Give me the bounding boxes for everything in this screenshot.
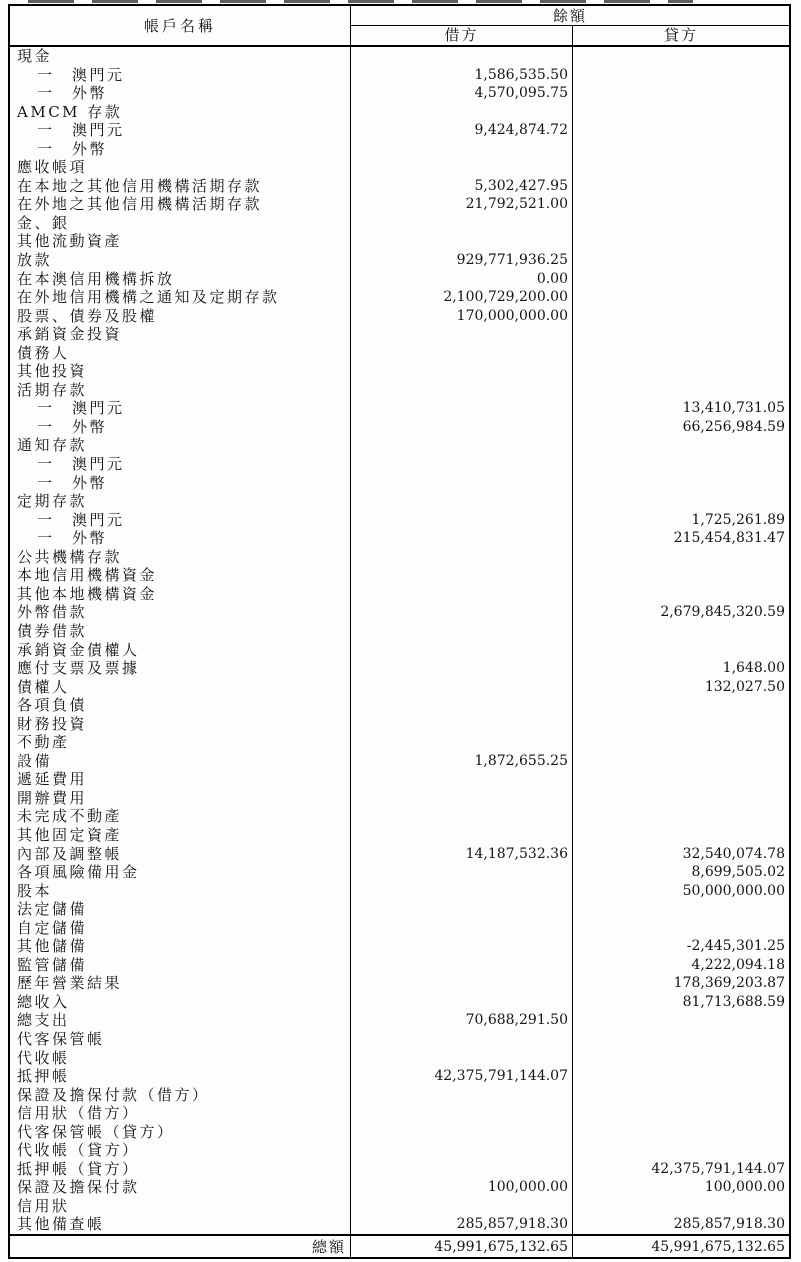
debit-cell	[351, 974, 573, 993]
credit-cell	[573, 436, 789, 455]
table-row	[10, 882, 789, 901]
debit-cell	[351, 548, 573, 567]
table-row	[10, 752, 789, 771]
account-name-cell: 債務人	[10, 344, 351, 363]
credit-cell	[573, 381, 789, 400]
table-row	[10, 1178, 789, 1197]
account-name-cell: 保證及擔保付款	[10, 1178, 351, 1197]
table-row	[10, 1086, 789, 1105]
debit-cell	[351, 474, 573, 493]
account-name-header: 帳戶名稱	[10, 6, 351, 45]
debit-header: 借方	[351, 26, 573, 45]
account-name-cell: 一 外幣	[10, 140, 351, 159]
credit-cell	[573, 140, 789, 159]
credit-cell: 215,454,831.47	[673, 530, 785, 547]
debit-cell	[351, 937, 573, 956]
account-name-cell: 應收帳項	[10, 158, 351, 177]
credit-cell	[573, 177, 789, 196]
credit-cell: 1,725,261.89	[691, 511, 785, 528]
table-row	[10, 492, 789, 511]
table-body	[10, 47, 789, 1234]
credit-cell	[573, 752, 789, 771]
debit-cell	[351, 529, 573, 548]
credit-cell	[573, 789, 789, 808]
table-row	[10, 789, 789, 808]
debit-cell	[351, 399, 573, 418]
credit-cell: 2,679,845,320.59	[660, 604, 785, 621]
debit-cell	[351, 659, 573, 678]
credit-cell	[573, 66, 789, 85]
debit-cell	[351, 47, 573, 66]
credit-cell	[573, 826, 789, 845]
credit-cell	[573, 307, 789, 326]
debit-cell	[351, 1030, 573, 1049]
account-name-cell: 保證及擔保付款（借方）	[10, 1086, 351, 1105]
account-name-cell: 金、銀	[10, 214, 351, 233]
debit-cell: 0.00	[351, 270, 573, 289]
credit-cell: 4,222,094.18	[691, 956, 785, 973]
credit-cell	[573, 1067, 789, 1086]
credit-cell	[573, 121, 789, 140]
credit-cell	[573, 1086, 789, 1105]
table-row	[10, 678, 789, 697]
debit-cell	[351, 715, 573, 734]
credit-cell	[573, 195, 789, 214]
account-name-cell: 代客保管帳（貸方）	[10, 1123, 351, 1142]
credit-cell	[573, 103, 789, 122]
table-row	[10, 659, 789, 678]
account-name-cell: 代收帳（貸方）	[10, 1141, 351, 1160]
account-name-cell: 公共機構存款	[10, 548, 351, 567]
credit-cell	[573, 47, 789, 66]
account-name-cell: 活期存款	[10, 381, 351, 400]
credit-cell	[573, 566, 789, 585]
debit-cell	[351, 993, 573, 1012]
table-row	[10, 956, 789, 975]
debit-cell	[351, 900, 573, 919]
credit-cell: 8,699,505.02	[691, 864, 785, 881]
account-name-cell: 現金	[10, 47, 351, 66]
debit-credit-header-row	[351, 26, 789, 45]
table-row	[10, 1011, 789, 1030]
credit-cell	[573, 492, 789, 511]
table-row	[10, 770, 789, 789]
debit-cell: 285,857,918.30	[351, 1215, 573, 1234]
credit-cell	[573, 919, 789, 938]
account-name-cell: 未完成不動產	[10, 807, 351, 826]
table-row	[10, 566, 789, 585]
debit-cell: 4,570,095.75	[351, 84, 573, 103]
account-name-cell: 內部及調整帳	[10, 845, 351, 864]
debit-cell	[351, 826, 573, 845]
credit-cell	[573, 1123, 789, 1142]
credit-cell	[573, 158, 789, 177]
table-row	[10, 974, 789, 993]
credit-cell	[573, 585, 789, 604]
debit-cell: 9,424,874.72	[351, 121, 573, 140]
account-name-cell: 應付支票及票據	[10, 659, 351, 678]
table-row	[10, 325, 789, 344]
account-name-cell: 財務投資	[10, 715, 351, 734]
credit-cell	[573, 696, 789, 715]
table-row	[10, 919, 789, 938]
table-row	[10, 641, 789, 660]
credit-cell	[573, 474, 789, 493]
total-credit-cell: 45,991,675,132.65	[651, 1239, 785, 1255]
table-row	[10, 158, 789, 177]
debit-cell	[351, 641, 573, 660]
credit-cell	[573, 807, 789, 826]
debit-cell	[351, 696, 573, 715]
table-row	[10, 1141, 789, 1160]
table-row	[10, 177, 789, 196]
debit-cell: 5,302,427.95	[351, 177, 573, 196]
total-debit-cell: 45,991,675,132.65	[351, 1236, 573, 1257]
credit-cell	[573, 232, 789, 251]
credit-cell	[573, 325, 789, 344]
table-row	[10, 103, 789, 122]
account-name-cell: 本地信用機構資金	[10, 566, 351, 585]
account-name-cell: 其他儲備	[10, 937, 351, 956]
debit-cell	[351, 733, 573, 752]
debit-cell	[351, 381, 573, 400]
credit-cell	[573, 1011, 789, 1030]
account-name-cell: AMCM 存款	[10, 103, 351, 122]
account-name-cell: 各項風險備用金	[10, 863, 351, 882]
debit-cell: 100,000.00	[351, 1178, 573, 1197]
table-row	[10, 455, 789, 474]
credit-cell: 13,410,731.05	[682, 400, 785, 417]
debit-cell	[351, 1123, 573, 1142]
account-name-cell: 遞延費用	[10, 770, 351, 789]
trial-balance-table	[8, 4, 791, 1259]
account-name-cell: 一 外幣	[10, 84, 351, 103]
account-name-cell: 在外地之其他信用機構活期存款	[10, 195, 351, 214]
account-name-cell: 總收入	[10, 993, 351, 1012]
debit-cell: 2,100,729,200.00	[351, 288, 573, 307]
table-row	[10, 603, 789, 622]
debit-cell: 21,792,521.00	[351, 195, 573, 214]
table-row	[10, 807, 789, 826]
table-row	[10, 232, 789, 251]
credit-cell: 66,256,984.59	[682, 418, 785, 435]
debit-cell	[351, 585, 573, 604]
table-row	[10, 1049, 789, 1068]
account-name-cell: 監管儲備	[10, 956, 351, 975]
table-row	[10, 993, 789, 1012]
table-row	[10, 474, 789, 493]
table-row	[10, 251, 789, 270]
total-row	[10, 1234, 789, 1257]
credit-cell	[573, 1104, 789, 1123]
debit-cell	[351, 1049, 573, 1068]
account-name-cell: 一 澳門元	[10, 66, 351, 85]
debit-cell	[351, 603, 573, 622]
table-row	[10, 344, 789, 363]
debit-cell	[351, 1104, 573, 1123]
table-row	[10, 511, 789, 530]
table-row	[10, 1197, 789, 1216]
account-name-cell: 總支出	[10, 1011, 351, 1030]
account-name-cell: 其他本地機構資金	[10, 585, 351, 604]
debit-cell: 70,688,291.50	[351, 1011, 573, 1030]
debit-cell	[351, 418, 573, 437]
debit-cell: 42,375,791,144.07	[351, 1067, 573, 1086]
table-row	[10, 733, 789, 752]
table-row	[10, 121, 789, 140]
credit-cell	[573, 548, 789, 567]
table-row	[10, 863, 789, 882]
debit-cell	[351, 511, 573, 530]
balance-header-group	[351, 6, 789, 45]
account-name-cell: 法定儲備	[10, 900, 351, 919]
credit-cell	[573, 770, 789, 789]
table-row	[10, 399, 789, 418]
account-name-cell: 設備	[10, 752, 351, 771]
table-row	[10, 1123, 789, 1142]
account-name-cell: 股票、債券及股權	[10, 307, 351, 326]
debit-cell	[351, 455, 573, 474]
account-name-cell: 一 外幣	[10, 418, 351, 437]
credit-cell	[573, 362, 789, 381]
debit-cell: 1,872,655.25	[351, 752, 573, 771]
credit-cell: 1,648.00	[722, 660, 785, 677]
credit-cell	[573, 270, 789, 289]
table-row	[10, 307, 789, 326]
table-row	[10, 47, 789, 66]
table-row	[10, 826, 789, 845]
debit-cell	[351, 1160, 573, 1179]
account-name-cell: 通知存款	[10, 436, 351, 455]
credit-cell	[573, 455, 789, 474]
credit-cell	[573, 1141, 789, 1160]
table-row	[10, 1215, 789, 1234]
table-header	[10, 6, 789, 47]
table-row	[10, 937, 789, 956]
debit-cell: 170,000,000.00	[351, 307, 573, 326]
account-name-cell: 一 澳門元	[10, 455, 351, 474]
table-row	[10, 288, 789, 307]
table-row	[10, 845, 789, 864]
account-name-cell: 一 澳門元	[10, 121, 351, 140]
table-row	[10, 418, 789, 437]
debit-cell	[351, 789, 573, 808]
account-name-cell: 其他流動資產	[10, 232, 351, 251]
credit-cell: 100,000.00	[704, 1179, 785, 1196]
table-row	[10, 585, 789, 604]
table-row	[10, 1104, 789, 1123]
table-row	[10, 84, 789, 103]
credit-cell	[573, 214, 789, 233]
credit-cell: -2,445,301.25	[686, 938, 785, 955]
table-row	[10, 381, 789, 400]
account-name-cell: 一 外幣	[10, 474, 351, 493]
account-name-cell: 定期存款	[10, 492, 351, 511]
account-name-cell: 抵押帳	[10, 1067, 351, 1086]
account-name-cell: 自定儲備	[10, 919, 351, 938]
debit-cell	[351, 214, 573, 233]
debit-cell	[351, 140, 573, 159]
debit-cell	[351, 807, 573, 826]
table-row	[10, 1160, 789, 1179]
table-row	[10, 214, 789, 233]
scan-edge-artifact	[28, 0, 693, 3]
credit-cell	[573, 1197, 789, 1216]
account-name-cell: 股本	[10, 882, 351, 901]
account-name-cell: 信用狀	[10, 1197, 351, 1216]
table-row	[10, 195, 789, 214]
debit-cell	[351, 492, 573, 511]
account-name-cell: 一 澳門元	[10, 399, 351, 418]
total-label: 總額	[10, 1236, 351, 1257]
debit-cell	[351, 678, 573, 697]
account-name-cell: 各項負債	[10, 696, 351, 715]
debit-cell	[351, 158, 573, 177]
account-name-cell: 在外地信用機構之通知及定期存款	[10, 288, 351, 307]
credit-cell	[573, 288, 789, 307]
account-name-cell: 在本澳信用機構拆放	[10, 270, 351, 289]
account-name-cell: 代客保管帳	[10, 1030, 351, 1049]
debit-cell	[351, 344, 573, 363]
table-row	[10, 622, 789, 641]
account-name-cell: 承銷資金投資	[10, 325, 351, 344]
debit-cell	[351, 232, 573, 251]
account-name-cell: 不動產	[10, 733, 351, 752]
debit-cell	[351, 1141, 573, 1160]
debit-cell	[351, 882, 573, 901]
debit-cell: 1,586,535.50	[351, 66, 573, 85]
credit-cell	[573, 641, 789, 660]
table-row	[10, 436, 789, 455]
credit-cell: 50,000,000.00	[682, 882, 785, 899]
credit-cell	[573, 1030, 789, 1049]
account-name-cell: 歷年營業結果	[10, 974, 351, 993]
debit-cell	[351, 863, 573, 882]
debit-cell	[351, 622, 573, 641]
credit-cell	[573, 733, 789, 752]
credit-cell: 285,857,918.30	[673, 1216, 785, 1233]
debit-cell: 14,187,532.36	[351, 845, 573, 864]
account-name-cell: 在本地之其他信用機構活期存款	[10, 177, 351, 196]
credit-cell	[573, 84, 789, 103]
table-row	[10, 696, 789, 715]
credit-cell	[573, 715, 789, 734]
table-row	[10, 529, 789, 548]
credit-cell	[573, 900, 789, 919]
table-row	[10, 1030, 789, 1049]
table-row	[10, 270, 789, 289]
credit-cell: 42,375,791,144.07	[651, 1160, 785, 1177]
table-row	[10, 1067, 789, 1086]
table-row	[10, 548, 789, 567]
debit-cell	[351, 1197, 573, 1216]
table-row	[10, 140, 789, 159]
debit-cell	[351, 770, 573, 789]
credit-cell	[573, 622, 789, 641]
account-name-cell: 信用狀（借方）	[10, 1104, 351, 1123]
debit-cell	[351, 362, 573, 381]
account-name-cell: 其他備查帳	[10, 1215, 351, 1234]
credit-cell	[573, 251, 789, 270]
debit-cell	[351, 103, 573, 122]
credit-cell	[573, 344, 789, 363]
credit-header: 貸方	[663, 26, 698, 44]
table-row	[10, 362, 789, 381]
debit-cell	[351, 1086, 573, 1105]
account-name-cell: 開辦費用	[10, 789, 351, 808]
account-name-cell: 其他固定資產	[10, 826, 351, 845]
account-name-cell: 債權人	[10, 678, 351, 697]
credit-cell: 132,027.50	[704, 678, 785, 695]
credit-cell: 178,369,203.87	[673, 975, 785, 992]
account-name-cell: 一 澳門元	[10, 511, 351, 530]
debit-cell	[351, 566, 573, 585]
table-row	[10, 900, 789, 919]
credit-cell: 81,713,688.59	[682, 993, 785, 1010]
account-name-cell: 一 外幣	[10, 529, 351, 548]
balance-header: 餘額	[351, 6, 789, 26]
debit-cell	[351, 919, 573, 938]
debit-cell: 929,771,936.25	[351, 251, 573, 270]
table-row	[10, 66, 789, 85]
debit-cell	[351, 436, 573, 455]
credit-cell: 32,540,074.78	[682, 845, 785, 862]
account-name-cell: 債券借款	[10, 622, 351, 641]
table-row	[10, 715, 789, 734]
account-name-cell: 外幣借款	[10, 603, 351, 622]
account-name-cell: 抵押帳（貸方）	[10, 1160, 351, 1179]
account-name-cell: 承銷資金債權人	[10, 641, 351, 660]
debit-cell	[351, 325, 573, 344]
account-name-cell: 代收帳	[10, 1049, 351, 1068]
debit-cell	[351, 956, 573, 975]
account-name-cell: 其他投資	[10, 362, 351, 381]
account-name-cell: 放款	[10, 251, 351, 270]
credit-cell	[573, 1049, 789, 1068]
